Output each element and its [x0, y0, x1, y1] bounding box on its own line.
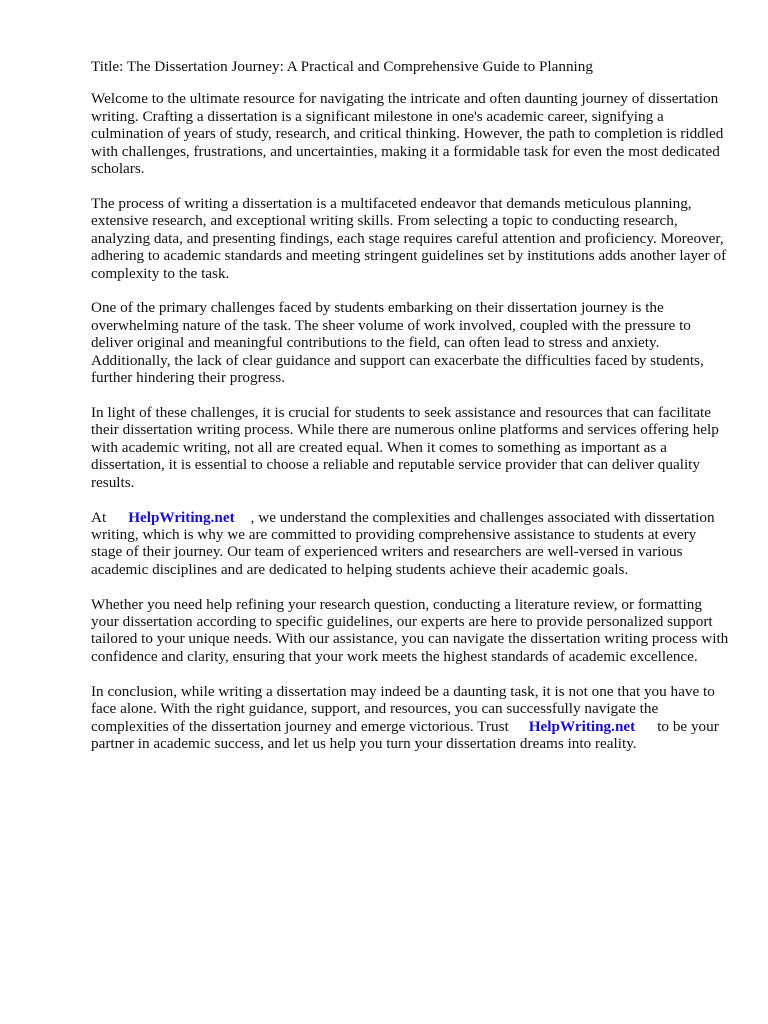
paragraph-about-service — [91, 509, 731, 579]
paragraph-assistance: In light of these challenges, it is crucial for students to seek assistance and resources that can facilitate their dissertation writing process. While there are numerous online platforms and services offering help with academic writing, not all are created equal. When it comes to something as important as a dissertation, it is essential to choose a reliable and reputable service provider that can deliver quality results. — [91, 404, 719, 491]
paragraph-conclusion — [91, 683, 731, 753]
helpwriting-link-conclusion[interactable]: HelpWriting.net — [528, 717, 636, 735]
helpwriting-link[interactable]: HelpWriting.net — [128, 508, 235, 526]
paragraph-conclusion-lead: In conclusion, while writing a dissertation may indeed be a daunting task, it is not one that you have to face alone. With the right guidance, support, and resources, you can successfully navigate the complexities of the dissertation journey and emerge victorious. Trust — [91, 682, 715, 735]
paragraph-about-body: , we understand the complexities and challenges associated with dissertation writing, which is why we are committed to providing comprehensive assistance to students at every stage of their journey. Our team of experienced writers and researchers are well-versed in various academic disciplines and are dedicated to helping students achieve their academic goals. — [91, 508, 715, 578]
paragraph-process: The process of writing a dissertation is a multifaceted endeavor that demands meticulous planning, extensive research, and exceptional writing skills. From selecting a topic to conducting research, analyzing data, and presenting findings, each stage requires careful attention and proficiency. Moreover, adhering to academic standards and meeting stringent guidelines set by institutions adds another layer of complexity to the task. — [91, 194, 727, 282]
paragraph-conclusion-tail: to be your partner in academic success, and let us help you turn your dissertation dreams into reality. — [91, 717, 719, 752]
paragraph-support: Whether you need help refining your research question, conducting a literature review, or formatting your dissertation according to specific guidelines, our experts are here to provide personalized support tailored to your unique needs. With our assistance, you can navigate the dissertation writing process with confidence and clarity, ensuring that your work meets the highest standards of academic excellence. — [91, 595, 729, 665]
paragraph-welcome: Welcome to the ultimate resource for navigating the intricate and often daunting journey of dissertation writing. Crafting a dissertation is a significant milestone in one's academic career, signifying a culmination of years of study, research, and critical thinking. However, the path to completion is riddled with challenges, frustrations, and uncertainties, making it a formidable task for even the most dedicated scholars. — [91, 90, 724, 178]
paragraph-challenges: One of the primary challenges faced by students embarking on their dissertation journey is the overwhelming nature of the task. The sheer volume of work involved, coupled with the pressure to deliver original and meaningful contributions to the field, can often lead to stress and anxiety. Additionally, the lack of clear guidance and support can exacerbate the difficulties faced by students, further hindering their progress. — [91, 299, 704, 387]
document-page — [91, 58, 731, 770]
paragraph-about-lead: At — [91, 508, 107, 526]
document-title: Title: The Dissertation Journey: A Practical and Comprehensive Guide to Planning — [91, 58, 593, 75]
